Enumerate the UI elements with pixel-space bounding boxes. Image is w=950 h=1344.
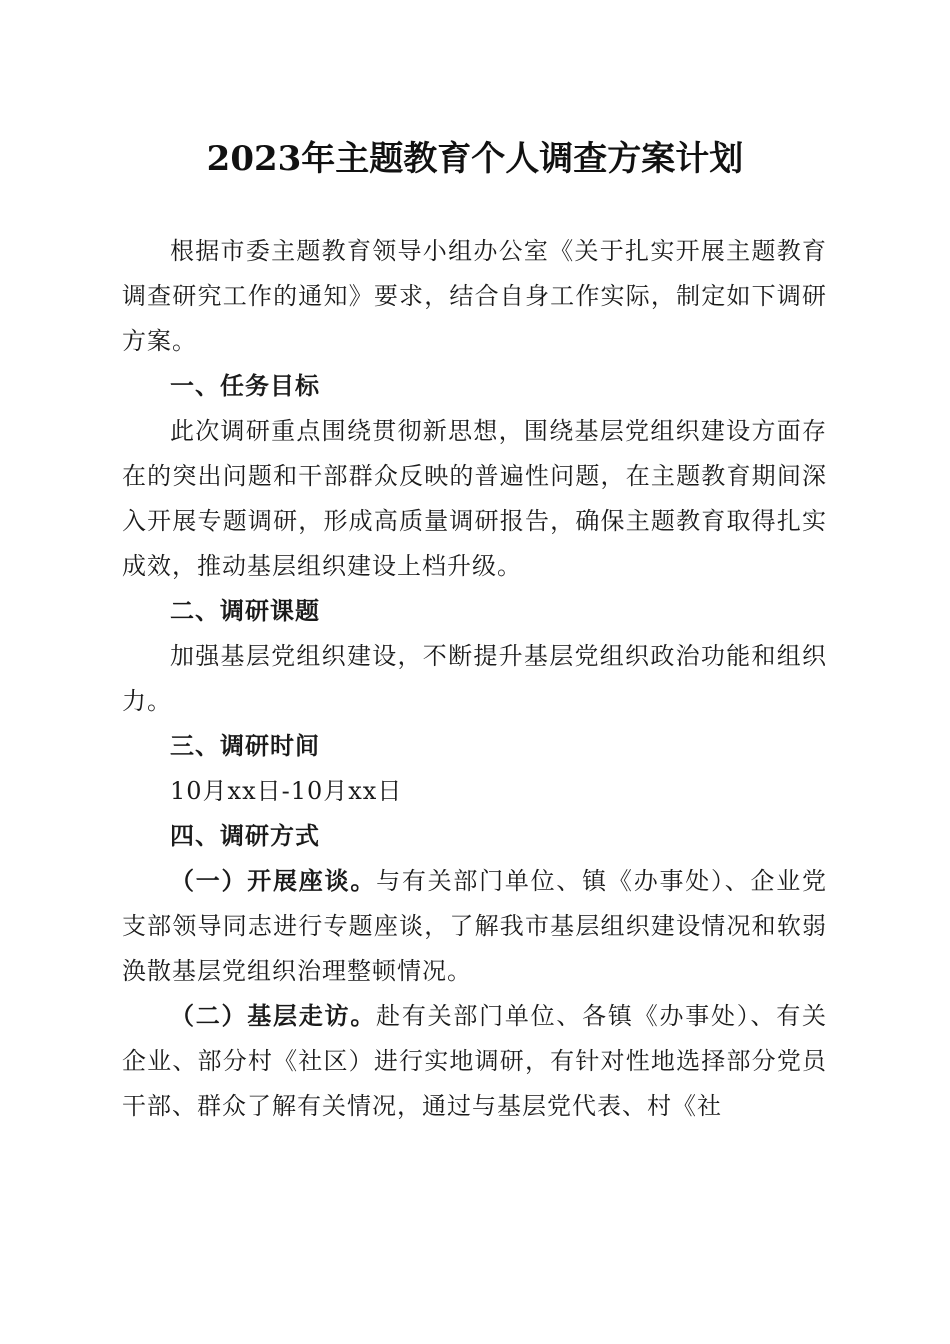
section-heading-topic: 二、调研课题: [170, 597, 320, 625]
section-heading-goals: 一、任务目标: [170, 372, 320, 400]
method-item-visits-lead: （二）基层走访。: [170, 1002, 377, 1030]
section-heading-time: 三、调研时间: [170, 732, 320, 760]
document-body: [122, 229, 827, 1129]
goals-paragraph: 此次调研重点围绕贯彻新思想，围绕基层党组织建设方面存在的突出问题和干部群众反映的普遍性问题，在主题教育期间深入开展专题调研，形成高质量调研报告，确保主题教育取得扎实成效，推动基层组织建设上档升级。: [122, 417, 827, 580]
intro-paragraph: 根据市委主题教育领导小组办公室《关于扎实开展主题教育调查研究工作的通知》要求，结合自身工作实际，制定如下调研方案。: [122, 237, 827, 355]
method-item-symposium-lead: （一）开展座谈。: [170, 867, 377, 895]
time-paragraph: 10月xx日-10月xx日: [170, 777, 403, 805]
method-item-visits-text: 赴有关部门单位、各镇《办事处）、有关企业、部分村《社区）进行实地调研，有针对性地选择部分党员干部、群众了解有关情况，通过与基层党代表、村《社: [122, 1002, 828, 1120]
document-title: 2023年主题教育个人调查方案计划: [206, 139, 744, 179]
method-item-visits: [122, 994, 827, 1129]
method-item-symposium-text: 与有关部门单位、镇《办事处）、企业党支部领导同志进行专题座谈，了解我市基层组织建设情况和软弱涣散基层党组织治理整顿情况。: [122, 867, 828, 985]
method-item-symposium: [122, 859, 827, 994]
topic-paragraph: 加强基层党组织建设，不断提升基层党组织政治功能和组织力。: [122, 642, 827, 715]
section-heading-methods: 四、调研方式: [170, 822, 320, 850]
